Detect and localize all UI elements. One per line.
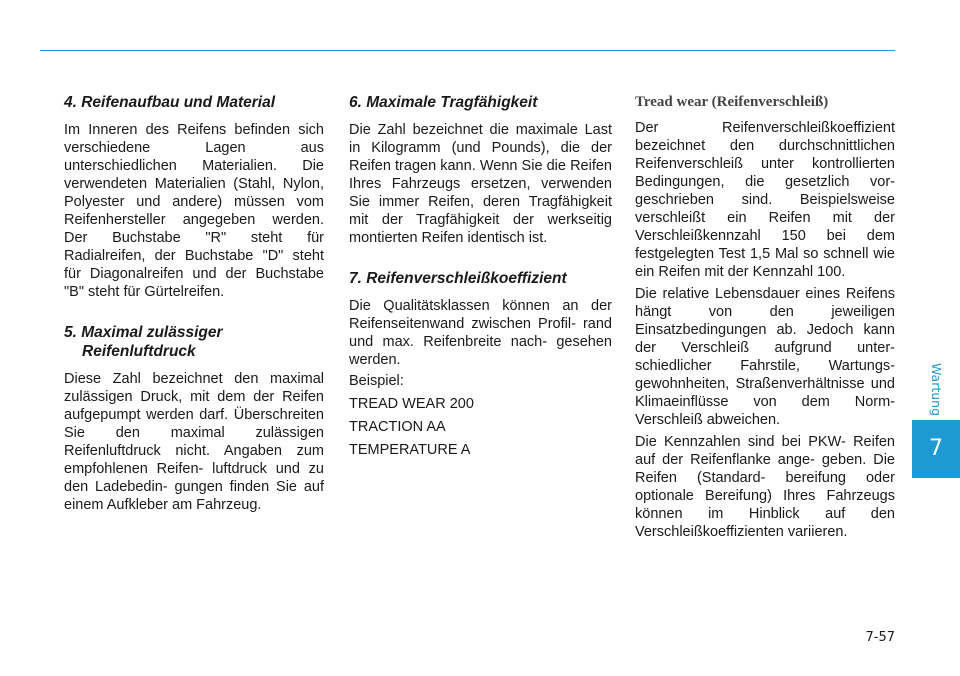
example-line-temperature: TEMPERATURE A [349, 442, 471, 458]
header-rule [40, 50, 895, 51]
section-7-heading: 7. Reifenverschleißkoeffizient [349, 270, 567, 287]
example-line-tread-wear: TREAD WEAR 200 [349, 396, 474, 412]
tread-wear-paragraph-3: Die Kennzahlen sind bei PKW- Reifen auf der Reifenflanke ange- geben. Die Reifen (Standard- bereifung oder optionale Bereifung) Ihres Fahrzeugs können im Hinblick auf den Verschleißkoeffizienten variieren. [635, 434, 895, 540]
column-right [635, 93, 895, 544]
page-number: 7-57 [865, 630, 895, 645]
tread-wear-paragraph-1: Der Reifenverschleißkoeffizient bezeichnet den durchschnittlichen Reifenverschleiß unter kontrollierten Bedingungen, die gesetzlich vor- geschrieben sind. Beispielsweise verschleißt ein Reifen mit der Verschleißkennzahl 150 bei dem festgelegten Test 1,5 Mal so schnell wie ein Reifen mit der Kennzahl 100. [635, 120, 895, 280]
column-middle [349, 93, 612, 464]
example-line-traction: TRACTION AA [349, 419, 446, 435]
tread-wear-heading: Tread wear (Reifenverschleiß) [635, 94, 829, 110]
section-5-heading [64, 323, 324, 361]
section-6-heading: 6. Maximale Tragfähigkeit [349, 94, 538, 111]
section-7-body: Die Qualitätsklassen können an der Reifenseitenwand zwischen Profil- rand und max. Reifenbreite nach- gesehen werden. [349, 298, 612, 368]
section-4-body: Im Inneren des Reifens befinden sich verschiedene Lagen aus unterschiedlichen Materialien. Die verwendeten Materialien (Stahl, Nylon, Polyester und andere) müssen vom Reifenhersteller angegeben werden. Der Buchstabe "R" steht für Radialreifen, der Buchstabe "D" steht für Diagonalreifen und der Buchstabe "B" steht für Gürtelreifen. [64, 122, 324, 300]
section-5-heading-line1: 5. Maximal zulässiger [64, 324, 223, 341]
tread-wear-paragraph-2: Die relative Lebensdauer eines Reifens hängt von den jeweiligen Einsatzbedingungen ab. Jedoch kann der Verschleiß aufgrund unter- schiedlicher Fahrstile, Wartungs- gewohnheiten, Straßenverhältnisse und Klimaeinflüsse von dem Norm- Verschleiß abweichen. [635, 286, 895, 428]
example-label: Beispiel: [349, 373, 404, 389]
chapter-label: Wartung [929, 363, 944, 417]
section-4-heading: 4. Reifenaufbau und Material [64, 94, 276, 111]
section-5-heading-line2: Reifenluftdruck [82, 343, 196, 360]
section-6-body: Die Zahl bezeichnet die maximale Last in Kilogramm (und Pounds), die der Reifen tragen kann. Wenn Sie die Reifen Ihres Fahrzeugs ersetzen, verwenden Sie immer Reifen, deren Tragfähigkeit mit der Tragfähigkeit der werkseitig montierten Reifen identisch ist. [349, 122, 612, 246]
chapter-tab: 7 [912, 420, 960, 478]
section-5-body: Diese Zahl bezeichnet den maximal zulässigen Druck, mit dem der Reifen aufgepumpt werden darf. Überschreiten Sie den maximal zulässigen Reifenluftdruck nicht. Angaben zum empfohlenen Reifen- luftdruck und zu den Ladebedin- gungen finden Sie auf einem Aufkleber am Fahrzeug. [64, 371, 324, 513]
column-left [64, 93, 324, 517]
